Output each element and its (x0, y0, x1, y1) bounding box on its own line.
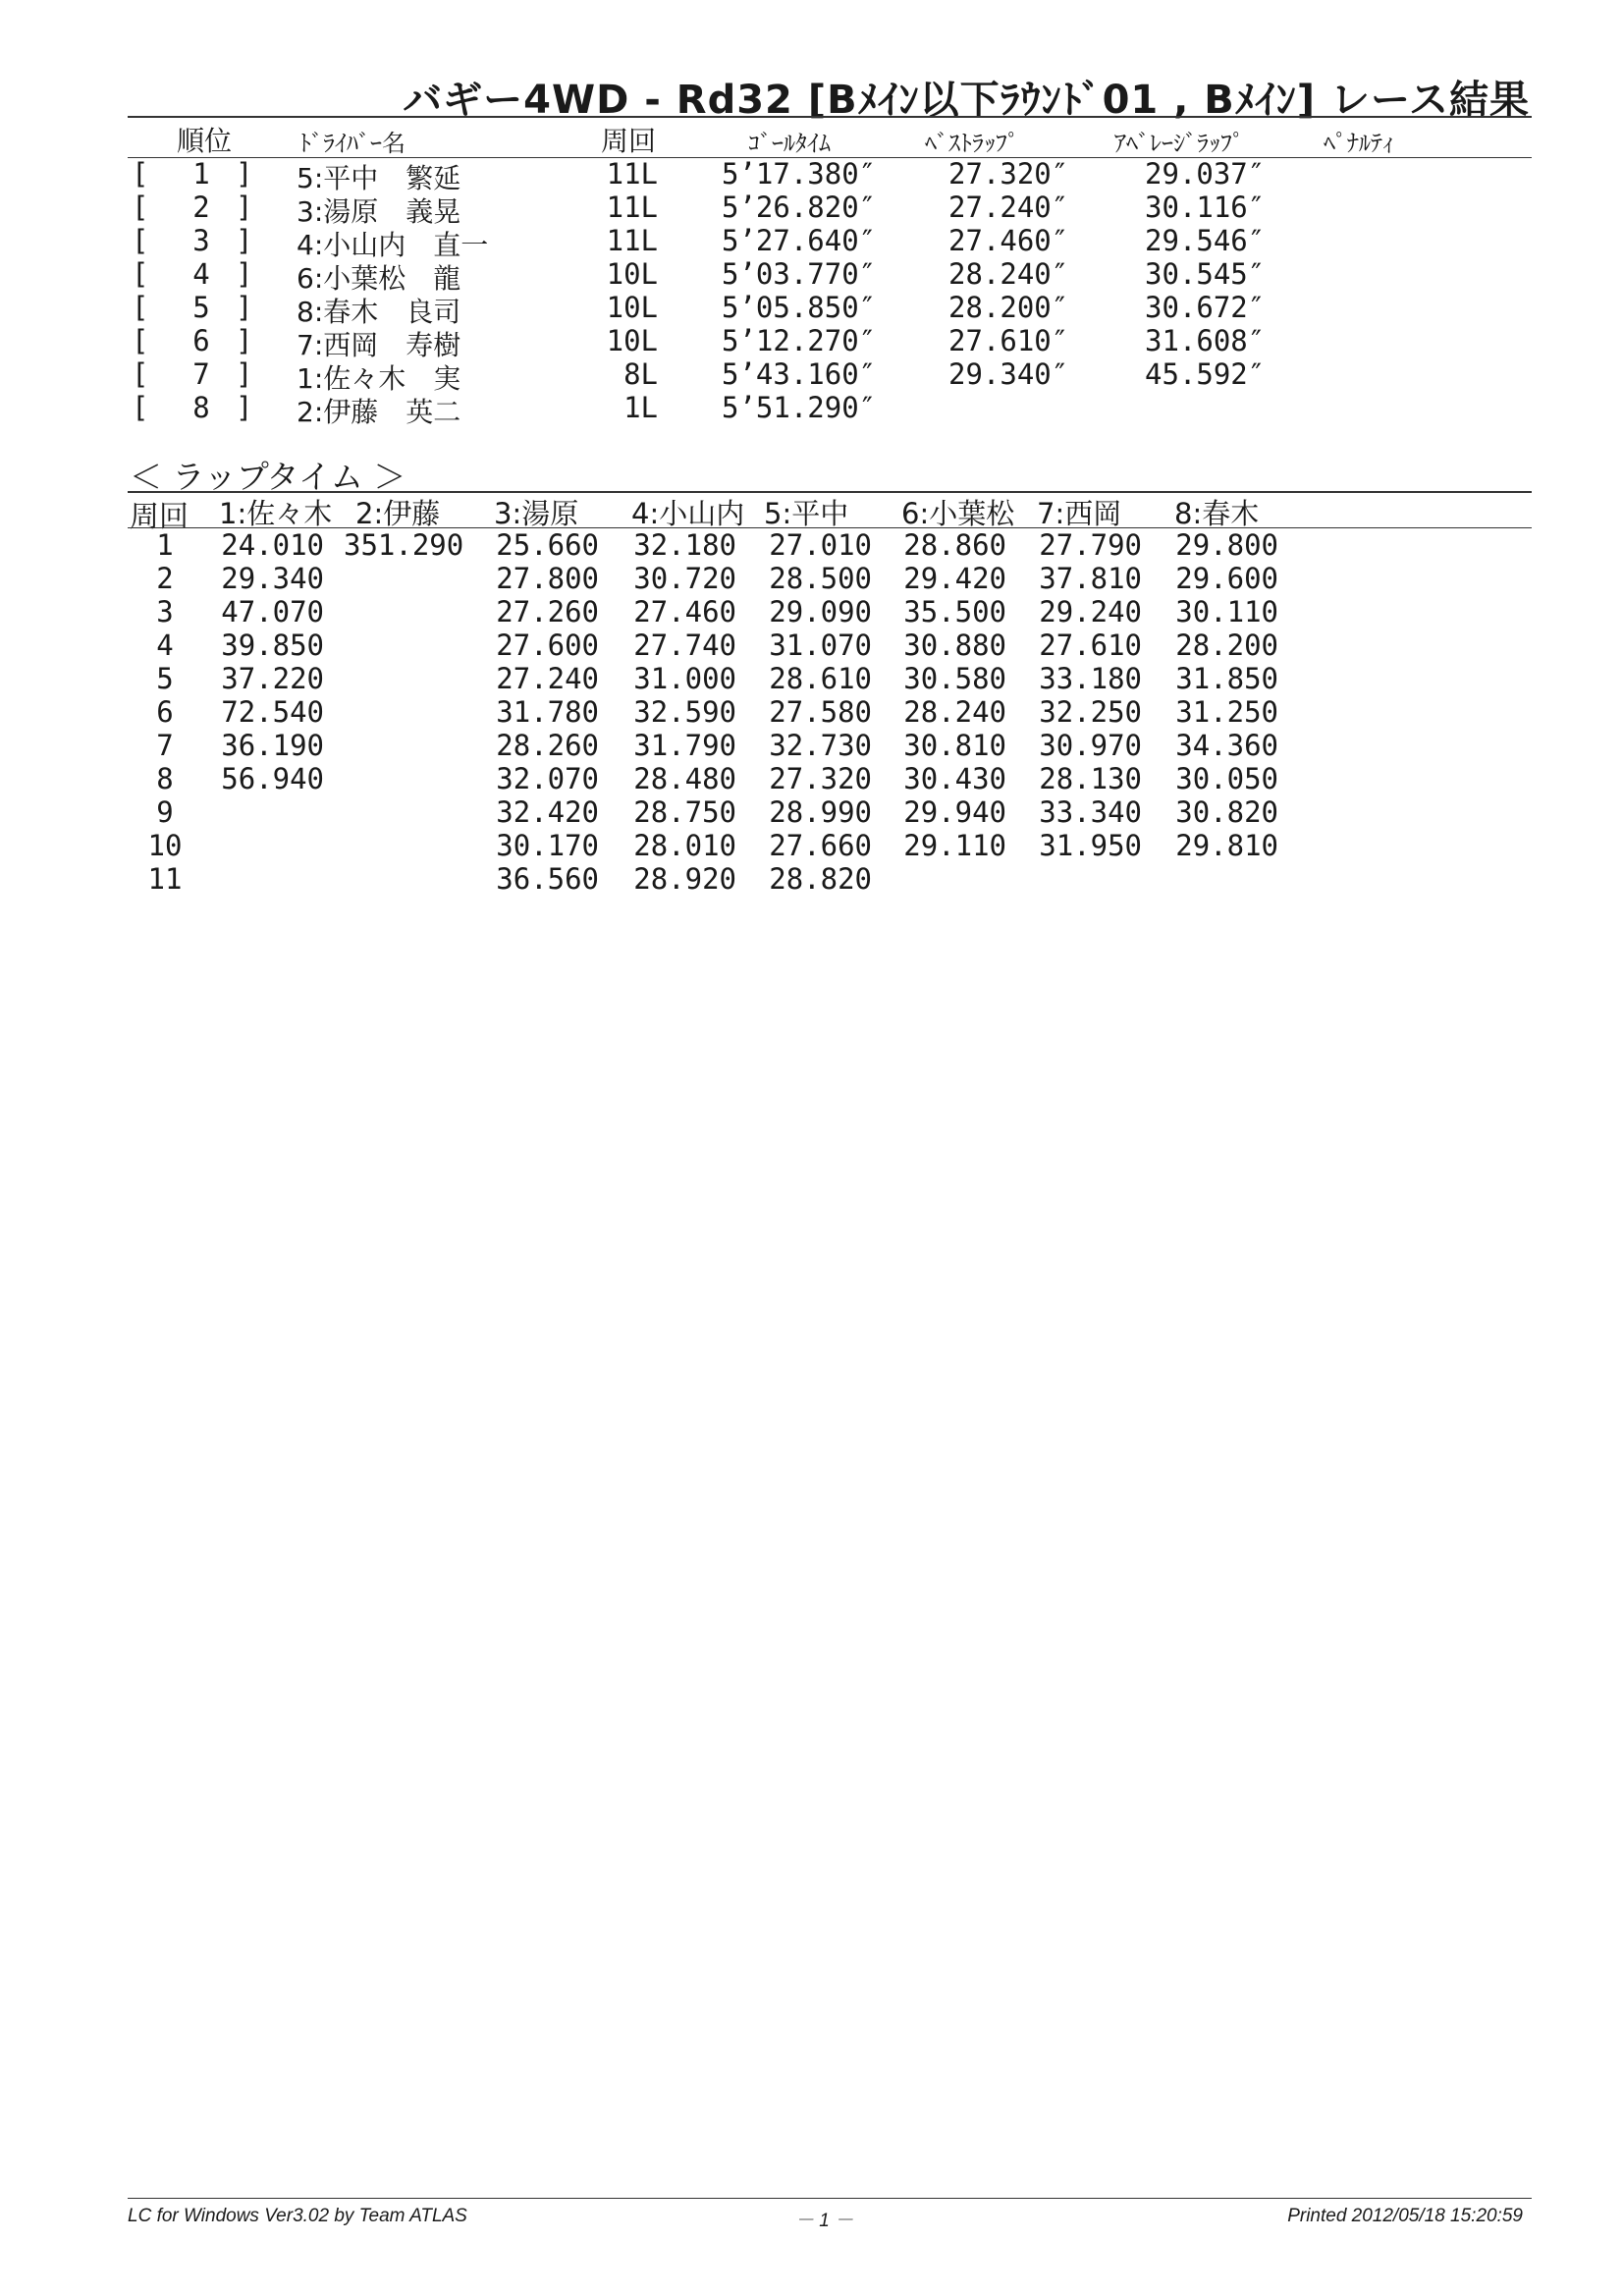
rank-number: 1 (192, 157, 210, 191)
footer-software: LC for Windows Ver3.02 by Team ATLAS (128, 2206, 467, 2226)
rank-bracket-open: [ (132, 391, 149, 424)
avg-lap: 45.592″ (1145, 357, 1266, 391)
rank-bracket-open: [ (132, 191, 149, 224)
lap-time-cell: 32.180 (633, 528, 736, 562)
lap-time-cell: 30.810 (903, 729, 1006, 762)
lap-number: 3 (156, 595, 174, 629)
lap-col-header-driver: 2:伊藤 (355, 497, 441, 530)
lap-time-cell: 29.090 (769, 595, 872, 629)
lap-number: 10 (147, 829, 183, 862)
lap-time-cell: 30.880 (903, 629, 1006, 662)
lap-time-cell: 37.810 (1039, 562, 1142, 595)
lap-time-cell: 28.500 (769, 562, 872, 595)
col-header-goal-time: ｺﾞｰﾙﾀｲﾑ (748, 130, 831, 157)
lap-time-cell: 31.000 (633, 662, 736, 695)
lap-time-cell: 27.010 (769, 528, 872, 562)
lap-time-cell: 28.260 (496, 729, 599, 762)
rank-bracket-open: [ (132, 324, 149, 357)
lap-number: 4 (156, 629, 174, 662)
rank-bracket-open: [ (132, 291, 149, 324)
lap-time-cell: 72.540 (221, 695, 324, 729)
avg-lap: 30.672″ (1145, 291, 1266, 324)
lap-time-cell: 39.850 (221, 629, 324, 662)
best-lap: 27.240″ (948, 191, 1069, 224)
driver-name: 5:平中 繁延 (297, 162, 461, 194)
lap-time-cell: 30.170 (496, 829, 599, 862)
goal-time: 5’05.850″ (722, 291, 877, 324)
lap-number: 2 (156, 562, 174, 595)
lap-time-cell: 29.810 (1175, 829, 1278, 862)
lap-time-cell: 27.260 (496, 595, 599, 629)
lap-time-cell: 30.820 (1175, 795, 1278, 829)
lap-time-cell: 30.110 (1175, 595, 1278, 629)
col-header-laps: 周回 (601, 125, 657, 157)
lap-number: 1 (156, 528, 174, 562)
driver-name: 2:伊藤 英二 (297, 396, 461, 428)
lap-section-title: ＜ ラップタイム ＞ (130, 458, 406, 496)
best-lap: 27.610″ (948, 324, 1069, 357)
lap-time-cell: 31.850 (1175, 662, 1278, 695)
lap-time-cell: 29.340 (221, 562, 324, 595)
lap-time-cell: 27.800 (496, 562, 599, 595)
driver-name: 4:小山内 直一 (297, 229, 489, 261)
lap-col-header-driver: 1:佐々木 (219, 497, 333, 530)
lap-time-cell: 27.580 (769, 695, 872, 729)
rank-number: 6 (192, 324, 210, 357)
col-header-best-lap: ﾍﾞｽﾄﾗｯﾌﾟ (925, 130, 1019, 157)
lap-time-cell: 31.780 (496, 695, 599, 729)
laps-completed: 8L (623, 357, 658, 391)
lap-number: 11 (147, 862, 183, 896)
lap-time-cell: 32.730 (769, 729, 872, 762)
rank-bracket-close: ] (236, 391, 253, 424)
rank-bracket-open: [ (132, 357, 149, 391)
lap-time-cell: 28.750 (633, 795, 736, 829)
lap-col-header-driver: 6:小葉松 (901, 497, 1015, 530)
best-lap: 27.460″ (948, 224, 1069, 257)
lap-col-header-driver: 3:湯原 (494, 497, 579, 530)
goal-time: 5’17.380″ (722, 157, 877, 191)
lap-time-cell: 35.500 (903, 595, 1006, 629)
lap-time-cell: 28.860 (903, 528, 1006, 562)
lap-time-cell: 33.180 (1039, 662, 1142, 695)
lap-time-cell: 29.240 (1039, 595, 1142, 629)
avg-lap: 30.116″ (1145, 191, 1266, 224)
lap-col-header-driver: 5:平中 (764, 497, 849, 530)
lap-number: 6 (156, 695, 174, 729)
lap-time-cell: 27.460 (633, 595, 736, 629)
rank-bracket-close: ] (236, 324, 253, 357)
lap-time-cell: 25.660 (496, 528, 599, 562)
lap-time-cell: 29.940 (903, 795, 1006, 829)
rank-number: 5 (192, 291, 210, 324)
col-header-rank: 順位 (177, 125, 233, 157)
lap-time-cell: 28.820 (769, 862, 872, 896)
lap-time-cell: 56.940 (221, 762, 324, 795)
lap-number: 7 (156, 729, 174, 762)
rank-bracket-open: [ (132, 157, 149, 191)
lap-time-cell: 37.220 (221, 662, 324, 695)
laps-completed: 10L (606, 291, 658, 324)
lap-time-cell: 28.990 (769, 795, 872, 829)
lap-time-cell: 30.050 (1175, 762, 1278, 795)
lap-time-cell: 31.790 (633, 729, 736, 762)
driver-name: 7:西岡 寿樹 (297, 329, 461, 361)
page-title: バギー4WD - Rd32 [Bﾒｲﾝ以下ﾗｳﾝﾄﾞ01 , Bﾒｲﾝ] レース結果 (403, 78, 1530, 123)
lap-time-cell: 24.010 (221, 528, 324, 562)
best-lap: 27.320″ (948, 157, 1069, 191)
lap-time-cell: 27.320 (769, 762, 872, 795)
lap-number: 8 (156, 762, 174, 795)
goal-time: 5’12.270″ (722, 324, 877, 357)
avg-lap: 29.037″ (1145, 157, 1266, 191)
lap-time-cell: 28.200 (1175, 629, 1278, 662)
lap-time-cell: 28.240 (903, 695, 1006, 729)
avg-lap: 30.545″ (1145, 257, 1266, 291)
lap-col-header-driver: 7:西岡 (1037, 497, 1122, 530)
goal-time: 5’26.820″ (722, 191, 877, 224)
col-header-penalty: ﾍﾟﾅﾙﾃｨ (1324, 130, 1394, 157)
lap-time-cell: 28.010 (633, 829, 736, 862)
goal-time: 5’43.160″ (722, 357, 877, 391)
lap-time-cell: 27.740 (633, 629, 736, 662)
laps-completed: 10L (606, 257, 658, 291)
lap-col-header-driver: 4:小山内 (631, 497, 745, 530)
lap-number: 5 (156, 662, 174, 695)
lap-time-cell: 32.250 (1039, 695, 1142, 729)
laps-completed: 11L (606, 224, 658, 257)
lap-time-cell: 27.240 (496, 662, 599, 695)
lap-time-cell: 351.290 (344, 528, 464, 562)
goal-time: 5’51.290″ (722, 391, 877, 424)
lap-time-cell: 27.610 (1039, 629, 1142, 662)
lap-time-cell: 36.560 (496, 862, 599, 896)
best-lap: 28.200″ (948, 291, 1069, 324)
goal-time: 5’03.770″ (722, 257, 877, 291)
lap-time-cell: 30.580 (903, 662, 1006, 695)
lap-col-header-driver: 8:春木 (1174, 497, 1260, 530)
lap-col-header-lap: 周回 (130, 500, 189, 534)
driver-name: 3:湯原 義晃 (297, 195, 461, 228)
rank-bracket-close: ] (236, 157, 253, 191)
rank-bracket-close: ] (236, 191, 253, 224)
best-lap: 28.240″ (948, 257, 1069, 291)
lap-time-cell: 27.600 (496, 629, 599, 662)
lap-time-cell: 27.790 (1039, 528, 1142, 562)
lap-time-cell: 29.420 (903, 562, 1006, 595)
rank-bracket-close: ] (236, 257, 253, 291)
goal-time: 5’27.640″ (722, 224, 877, 257)
rank-bracket-close: ] (236, 357, 253, 391)
rank-bracket-close: ] (236, 224, 253, 257)
lap-time-cell: 30.720 (633, 562, 736, 595)
lap-time-cell: 31.070 (769, 629, 872, 662)
rank-bracket-open: [ (132, 224, 149, 257)
col-header-driver: ﾄﾞﾗｲﾊﾞｰ名 (299, 130, 406, 157)
lap-time-cell: 32.420 (496, 795, 599, 829)
rank-number: 3 (192, 224, 210, 257)
lap-time-cell: 32.070 (496, 762, 599, 795)
rank-bracket-close: ] (236, 291, 253, 324)
lap-time-cell: 28.480 (633, 762, 736, 795)
col-header-avg-lap: ｱﾍﾞﾚｰｼﾞﾗｯﾌﾟ (1114, 130, 1244, 157)
lap-time-cell: 30.430 (903, 762, 1006, 795)
rank-bracket-open: [ (132, 257, 149, 291)
rank-number: 8 (192, 391, 210, 424)
lap-number: 9 (156, 795, 174, 829)
avg-lap: 29.546″ (1145, 224, 1266, 257)
rank-number: 4 (192, 257, 210, 291)
lap-time-cell: 29.110 (903, 829, 1006, 862)
lap-time-cell: 33.340 (1039, 795, 1142, 829)
lap-time-cell: 27.660 (769, 829, 872, 862)
lap-time-cell: 34.360 (1175, 729, 1278, 762)
driver-name: 1:佐々木 実 (297, 362, 461, 395)
avg-lap: 31.608″ (1145, 324, 1266, 357)
lap-time-cell: 36.190 (221, 729, 324, 762)
laps-completed: 11L (606, 191, 658, 224)
lap-time-cell: 28.130 (1039, 762, 1142, 795)
lap-time-cell: 47.070 (221, 595, 324, 629)
rank-number: 7 (192, 357, 210, 391)
lap-time-cell: 30.970 (1039, 729, 1142, 762)
rank-number: 2 (192, 191, 210, 224)
footer-page-number: － 1 － (795, 2211, 854, 2231)
driver-name: 8:春木 良司 (297, 296, 461, 328)
footer-printed: Printed 2012/05/18 15:20:59 (1287, 2206, 1523, 2226)
lap-time-cell: 32.590 (633, 695, 736, 729)
footer-rule (128, 2198, 1532, 2199)
laps-completed: 10L (606, 324, 658, 357)
lap-time-cell: 28.920 (633, 862, 736, 896)
laps-completed: 11L (606, 157, 658, 191)
lap-time-cell: 28.610 (769, 662, 872, 695)
laps-completed: 1L (623, 391, 658, 424)
driver-name: 6:小葉松 龍 (297, 262, 461, 295)
best-lap: 29.340″ (948, 357, 1069, 391)
lap-time-cell: 31.950 (1039, 829, 1142, 862)
lap-time-cell: 29.800 (1175, 528, 1278, 562)
header-rule (128, 116, 1532, 118)
lap-time-cell: 31.250 (1175, 695, 1278, 729)
lap-time-cell: 29.600 (1175, 562, 1278, 595)
